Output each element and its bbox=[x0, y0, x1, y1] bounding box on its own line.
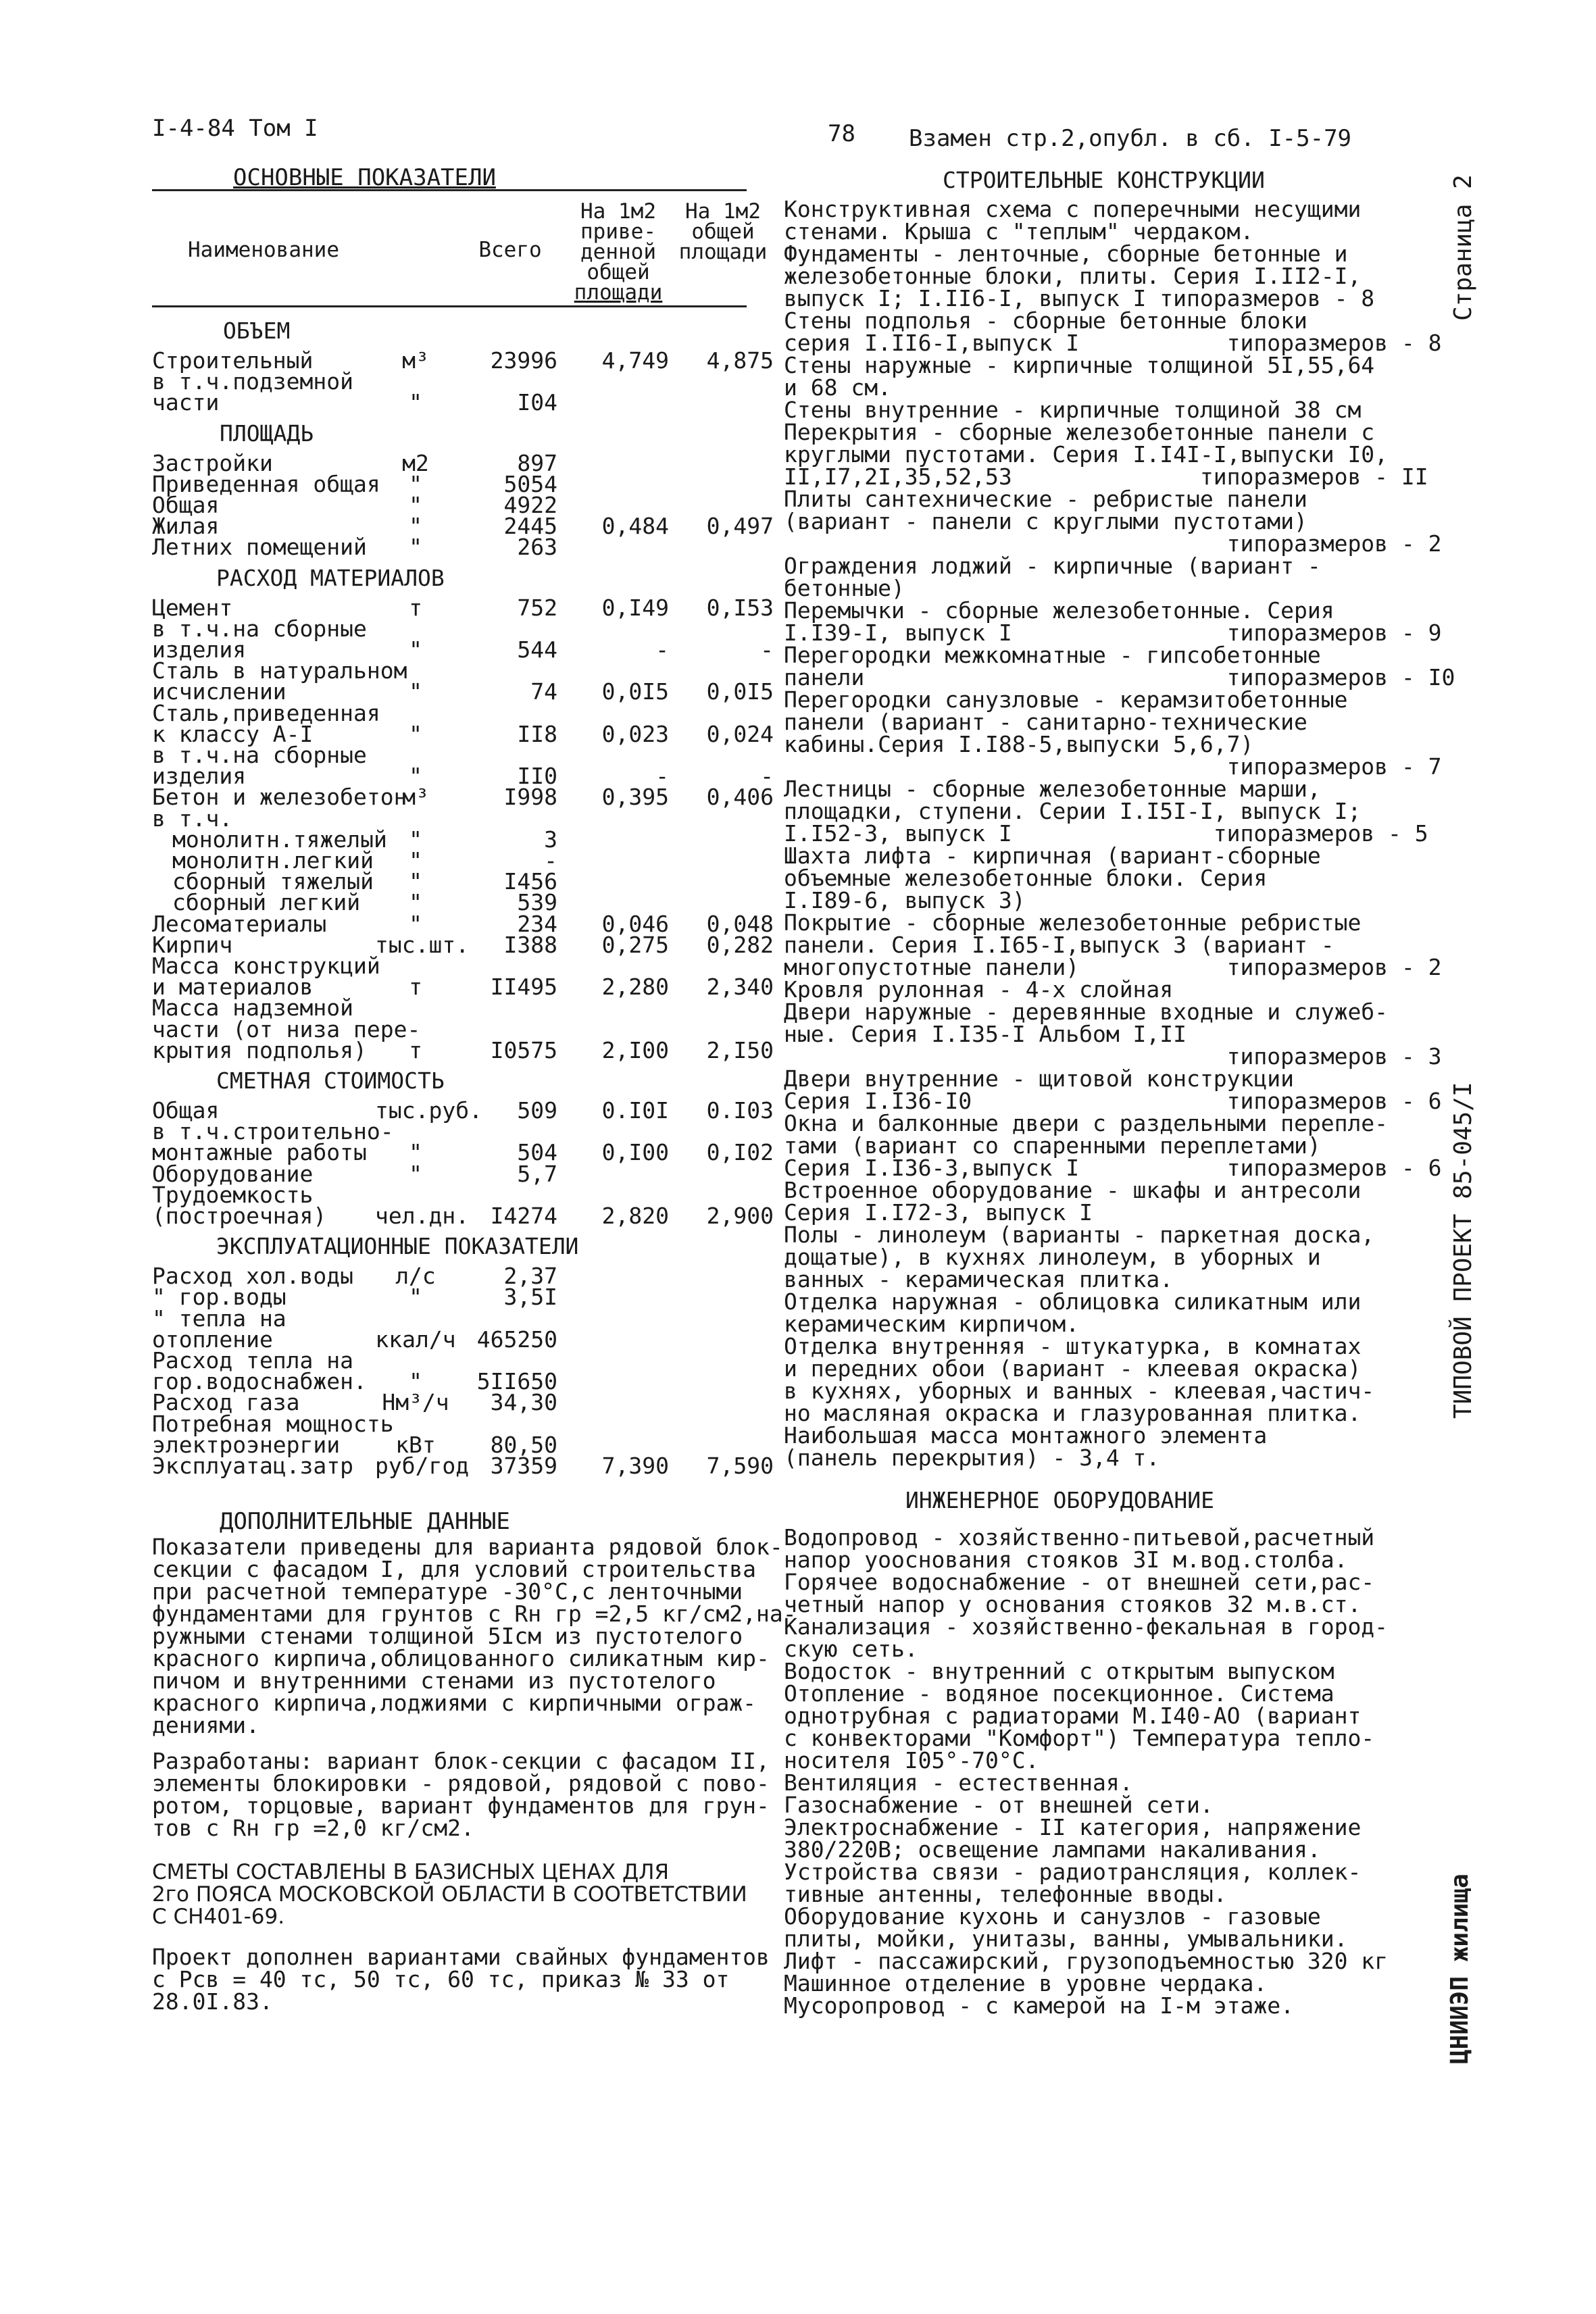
row-total: II8 bbox=[517, 720, 557, 747]
row-per-total-area: 0,I02 bbox=[706, 1139, 774, 1166]
row-name: Застройки bbox=[152, 449, 273, 476]
row-per-total-area: 0,406 bbox=[706, 784, 774, 811]
table-row bbox=[152, 470, 747, 497]
table-row bbox=[152, 784, 774, 811]
row-name: Потребная мощность bbox=[152, 1410, 394, 1437]
table-row bbox=[152, 974, 774, 1001]
extra-paragraph-4: Проект дополнен вариантами свайных фундаментов с Рсв = 40 тс, 50 тс, 60 тс, приказ № 33 от 28.0I.83. bbox=[152, 1944, 770, 2015]
extra-paragraph-2: Разработаны: вариант блок-секции с фасадом II, элементы блокировки - рядовой, рядовой с пово- ротом, торцовые, вариант фундаментов для грун- тов с Rн гр =2,0 кг/см2. bbox=[152, 1748, 770, 1841]
table-row bbox=[152, 513, 774, 540]
row-unit: " bbox=[409, 826, 422, 853]
row-total: 3 bbox=[544, 826, 557, 853]
row-name: монолитн.тяжелый bbox=[172, 826, 387, 853]
row-per-total-area: 2,I50 bbox=[706, 1036, 774, 1063]
row-per-total-area: - bbox=[760, 763, 774, 790]
row-unit: " bbox=[409, 492, 422, 518]
row-per-total-area: 0,282 bbox=[706, 931, 774, 958]
row-per-reduced-area: 2,280 bbox=[601, 974, 669, 1001]
row-total: 752 bbox=[517, 594, 557, 621]
row-total: 34,30 bbox=[490, 1389, 557, 1416]
row-name: монолитн.легкий bbox=[172, 847, 374, 874]
extra-paragraph-1: Показатели приведены для варианта рядовой блок- секции с фасадом I, для условий строительства при расчетной температуре -30°С,с ленточными фундаментами для грунтов с Rн гр =2,5 кг/см2,на- ружными стенами толщиной 5Iсм из пустотелого красного кирпича,облицованного силикатным кир- пичом и внутренними стенами из пустотелого красного кирпича,лоджиями с кирпичными ограж- дениями. bbox=[152, 1534, 797, 1738]
table-row bbox=[152, 1326, 747, 1353]
row-name: в т.ч.строительно- bbox=[152, 1118, 394, 1145]
row-name: Строительный bbox=[152, 347, 314, 374]
row-total: 897 bbox=[517, 449, 557, 476]
replaces-note: Взамен стр.2,опубл. в сб. I-5-79 bbox=[909, 125, 1352, 152]
row-unit: " bbox=[409, 763, 422, 790]
row-unit: т bbox=[409, 1036, 422, 1063]
series-volume-label: I-4-84 Том I bbox=[152, 115, 318, 142]
row-name: части bbox=[152, 389, 220, 416]
row-total: 234 bbox=[517, 910, 557, 937]
row-unit: " bbox=[409, 636, 422, 663]
row-name: сборный тяжелый bbox=[172, 868, 374, 895]
table-row bbox=[152, 368, 747, 395]
row-total: 5,7 bbox=[517, 1160, 557, 1187]
row-total: I0575 bbox=[490, 1036, 557, 1063]
row-total: 4922 bbox=[503, 492, 557, 518]
structures-text: Конструктивная схема с поперечными несущими стенами. Крыша с "теплым" чердаком. Фундаменты - ленточные, сборные бетонные и железобетонные блоки, плиты. Серия I.II2-I, выпуск I; I.II6-I, выпуск I типоразмеров - 8 Стены подполья - сборные бетонные блоки серия I.II6-I,выпуск I типоразмеров - 8 Стены наружные - кирпичные толщиной 5I,55,64 и 68 см. Стены внутренние - кирпичные толщиной 38 см Перекрытия - сборные железобетонные панели с круглыми пустотами. Серия I.I4I-I,выпуски I0, II,I7,2I,35,52,53 типоразмеров - II Плиты сантехнические - ребристые панели (вариант - панели с круглыми пустотами) типоразмеров - 2 Ограждения лоджий - кирпичные (вариант - бетонные) Перемычки - сборные железобетонные. Серия I.I39-I, выпуск I типоразмеров - 9 Перегородки межкомнатные - гипсобетонные панели типоразмеров - I0 Перегородки санузловые - керамзитобетонные панели (вариант - санитарно-технические кабины.Серия I.I88-5,выпуски 5,6,7) типоразмеров - 7 Лестницы - сборные железобетонные марши, площадки, ступени. Серии I.I5I-I, выпуск I; I.I52-3, выпуск I типоразмеров - 5 Шахта лифта - кирпичная (вариант-сборные объемные железобетонные блоки. Серия I.I89-6, выпуск 3) Покрытие - сборные железобетонные ребристые панели. Серия I.I65-I,выпуск 3 (вариант - многопустотные панели) типоразмеров - 2 Кровля рулонная - 4-х слойная Двери наружные - деревянные входные и служеб- ные. Серия I.I35-I Альбом I,II типоразмеров - 3 Двери внутренние - щитовой конструкции Серия I.I36-I0 типоразмеров - 6 Окна и балконные двери с раздельными перепле- тами (вариант со спаренными переплетами) Серия I.I36-3,выпуск I типоразмеров - 6 Встроенное оборудование - шкафы и антресоли Серия I.I72-3, выпуск I Полы - линолеум (варианты - паркетная доска, дощатые), в кухнях линолеум, в уборных и ванных - керамическая плитка. Отделка наружная - облицовка силикатным или керамическим кирпичом. Отделка внутренняя - штукатурка, в комнатах и передних обои (вариант - клеевая окраска) в кухнях, уборных и ванных - клеевая,частич- но масляная окраска и глазурованная плитка. Наибольшая масса монтажного элемента (панель перекрытия) - 3,4 т. bbox=[784, 196, 1455, 1471]
col-header-per-reduced: На 1м2 приве- денной общей площади bbox=[574, 199, 663, 305]
row-unit: " bbox=[409, 1160, 422, 1187]
row-unit: руб/год bbox=[375, 1453, 470, 1479]
row-unit: " bbox=[409, 678, 422, 705]
table-row bbox=[152, 534, 747, 561]
row-name: исчислении bbox=[152, 678, 286, 705]
row-per-total-area: 4,875 bbox=[706, 347, 774, 374]
table-row bbox=[152, 1389, 747, 1416]
row-total: I4274 bbox=[490, 1203, 557, 1229]
page-label-vertical: Страница 2 bbox=[1449, 174, 1477, 321]
row-per-total-area: 0,497 bbox=[706, 513, 774, 540]
row-unit: м³ bbox=[402, 784, 429, 811]
row-per-total-area: 2,340 bbox=[706, 974, 774, 1001]
row-total: I456 bbox=[503, 868, 557, 895]
row-name: Кирпич bbox=[152, 931, 233, 958]
row-name: (построечная) bbox=[152, 1203, 327, 1229]
row-name: Масса конструкций bbox=[152, 953, 380, 979]
table-row bbox=[152, 449, 747, 476]
table-row bbox=[152, 847, 747, 874]
row-unit: " bbox=[409, 1139, 422, 1166]
row-total: II495 bbox=[490, 974, 557, 1001]
row-per-reduced-area: 0,0I5 bbox=[601, 678, 669, 705]
row-per-total-area: 0,048 bbox=[706, 910, 774, 937]
row-per-reduced-area: 0,395 bbox=[601, 784, 669, 811]
table-row bbox=[152, 1118, 747, 1145]
table-row bbox=[152, 657, 747, 684]
row-total: II0 bbox=[517, 763, 557, 790]
table-row bbox=[152, 1139, 774, 1166]
row-name: изделия bbox=[152, 636, 247, 663]
row-name: сборный легкий bbox=[172, 889, 361, 916]
row-per-reduced-area: 0,I49 bbox=[601, 594, 669, 621]
row-total: 2,37 bbox=[503, 1263, 557, 1290]
table-row bbox=[152, 594, 774, 621]
project-label-vertical: ТИПОВОЙ ПРОЕКТ 85-045/I bbox=[1449, 1082, 1477, 1419]
section-title: ЭКСПЛУАТАЦИОННЫЕ ПОКАЗАТЕЛИ bbox=[216, 1233, 579, 1260]
row-name: Расход тепла на bbox=[152, 1347, 354, 1374]
table-row bbox=[152, 995, 747, 1022]
row-name: Цемент bbox=[152, 594, 233, 621]
row-unit: " bbox=[409, 534, 422, 561]
row-per-total-area: 2,900 bbox=[706, 1203, 774, 1229]
row-total: 23996 bbox=[490, 347, 557, 374]
table-row bbox=[152, 1284, 747, 1311]
row-name: Сталь в натуральном bbox=[152, 657, 407, 684]
table-row bbox=[152, 1036, 774, 1063]
table-row bbox=[152, 763, 774, 790]
row-total: I04 bbox=[517, 389, 557, 416]
row-per-reduced-area: 0,484 bbox=[601, 513, 669, 540]
row-unit: ккал/ч bbox=[375, 1326, 456, 1353]
row-per-total-area: 0,I53 bbox=[706, 594, 774, 621]
section-title: РАСХОД МАТЕРИАЛОВ bbox=[216, 564, 445, 591]
row-total: 74 bbox=[530, 678, 557, 705]
row-unit: чел.дн. bbox=[375, 1203, 470, 1229]
row-per-reduced-area: 4,749 bbox=[601, 347, 669, 374]
row-per-reduced-area: 0,275 bbox=[601, 931, 669, 958]
row-per-reduced-area: 7,390 bbox=[601, 1453, 669, 1479]
row-total: I998 bbox=[503, 784, 557, 811]
row-unit: " bbox=[409, 470, 422, 497]
table-row bbox=[152, 1263, 747, 1290]
row-name: и материалов bbox=[152, 974, 314, 1001]
table-row bbox=[152, 742, 747, 768]
row-name: монтажные работы bbox=[152, 1139, 367, 1166]
row-per-reduced-area: 0,046 bbox=[601, 910, 669, 937]
row-unit: " bbox=[409, 889, 422, 916]
row-name: к классу А-I bbox=[152, 720, 314, 747]
table-row bbox=[152, 636, 774, 663]
right-column bbox=[784, 167, 1455, 2019]
structures-title: СТРОИТЕЛЬНЫЕ КОНСТРУКЦИИ bbox=[943, 167, 1265, 193]
table-row bbox=[152, 1368, 747, 1395]
row-unit: м³ bbox=[402, 347, 429, 374]
row-name: " тепла на bbox=[152, 1305, 286, 1332]
table-row bbox=[152, 1160, 747, 1187]
table-row bbox=[152, 720, 774, 747]
table-row bbox=[152, 1097, 774, 1124]
row-unit: т bbox=[409, 594, 422, 621]
row-total: 544 bbox=[517, 636, 557, 663]
row-name: Общая bbox=[152, 1097, 220, 1124]
row-unit: л/с bbox=[395, 1263, 436, 1290]
row-name: Расход хол.воды bbox=[152, 1263, 354, 1290]
org-label-vertical: ЦНИИЭП жилища bbox=[1446, 1873, 1474, 2064]
table-row bbox=[152, 889, 747, 916]
row-unit: " bbox=[409, 847, 422, 874]
table-row bbox=[152, 1203, 774, 1229]
extra-paragraph-3: СМЕТЫ СОСТАВЛЕНЫ В БАЗИСНЫХ ЦЕНАХ ДЛЯ 2го ПОЯСА МОСКОВСКОЙ ОБЛАСТИ В СООТВЕТСТВИИ С СН401-69. bbox=[152, 1860, 747, 1929]
row-per-total-area: 0,024 bbox=[706, 720, 774, 747]
row-total: I388 bbox=[503, 931, 557, 958]
row-name: Масса надземной bbox=[152, 995, 354, 1022]
row-unit: " bbox=[409, 1368, 422, 1395]
row-total: 80,50 bbox=[490, 1431, 557, 1458]
table-row bbox=[152, 1015, 747, 1042]
row-name: Жилая bbox=[152, 513, 220, 540]
row-per-reduced-area: - bbox=[655, 636, 669, 663]
row-name: гор.водоснабжен. bbox=[152, 1368, 367, 1395]
table-row bbox=[152, 1181, 747, 1208]
row-per-total-area: - bbox=[760, 636, 774, 663]
row-total: 37359 bbox=[490, 1453, 557, 1479]
table-row bbox=[152, 1431, 747, 1458]
col-header-per-total: На 1м2 общей площади bbox=[678, 199, 768, 264]
col-header-name: Наименование bbox=[188, 238, 339, 262]
row-per-reduced-area: 2,820 bbox=[601, 1203, 669, 1229]
table-row bbox=[152, 826, 747, 853]
row-per-reduced-area: 0,023 bbox=[601, 720, 669, 747]
table-row bbox=[152, 805, 747, 832]
row-total: - bbox=[544, 847, 557, 874]
table-row bbox=[152, 931, 774, 958]
row-per-total-area: 0.I03 bbox=[706, 1097, 774, 1124]
row-unit: кВт bbox=[395, 1431, 436, 1458]
row-unit: тыс.руб. bbox=[375, 1097, 482, 1124]
row-total: 5054 bbox=[503, 470, 557, 497]
row-name: Бетон и железобетон bbox=[152, 784, 407, 811]
table-row bbox=[152, 678, 774, 705]
row-per-reduced-area: 2,I00 bbox=[601, 1036, 669, 1063]
row-name: части (от низа пере- bbox=[152, 1015, 421, 1042]
row-unit: м2 bbox=[402, 449, 429, 476]
row-unit: Нм³/ч bbox=[382, 1389, 449, 1416]
row-name: Оборудование bbox=[152, 1160, 314, 1187]
section-title: ПЛОЩАДЬ bbox=[220, 420, 314, 447]
row-name: Сталь,приведенная bbox=[152, 699, 380, 726]
row-total: 3,5I bbox=[503, 1284, 557, 1311]
row-name: отопление bbox=[152, 1326, 273, 1353]
row-total: 2445 bbox=[503, 513, 557, 540]
table-row bbox=[152, 1347, 747, 1374]
row-unit: " bbox=[409, 910, 422, 937]
row-per-total-area: 7,590 bbox=[706, 1453, 774, 1479]
row-unit: т bbox=[409, 974, 422, 1001]
row-unit: тыс.шт. bbox=[375, 931, 470, 958]
row-unit: " bbox=[409, 1284, 422, 1311]
table-row bbox=[152, 1305, 747, 1332]
table-row bbox=[152, 347, 774, 374]
row-name: в т.ч.подземной bbox=[152, 368, 354, 395]
page-number: 78 bbox=[828, 120, 855, 147]
engineering-text: Водопровод - хозяйственно-питьевой,расчетный напор уооснования стояков 3I м.вод.столба. Горячее водоснабжение - от внешней сети,рас- четный напор у основания стояков 32 м.в.ст. Канализация - хозяйственно-фекальная в город- скую сеть. Водосток - внутренний с открытым выпуском Отопление - водяное посекционное. Система однотрубная с радиаторами М.I40-АО (вариант с конвекторами "Комфорт") Температура тепло- носителя I05°-70°С. Вентиляция - естественная. Газоснабжение - от внешней сети. Электроснабжение - II категория, напряжение 380/220В; освещение лампами накаливания. Устройства связи - радиотрансляция, коллек- тивные антенны, телефонные вводы. Оборудование кухонь и санузлов - газовые плиты, мойки, унитазы, ванны, умывальники. Лифт - пассажирский, грузоподъемностью 320 кг Машинное отделение в уровне чердака. Мусоропровод - с камерой на I-м этаже. bbox=[784, 1524, 1389, 2019]
row-name: в т.ч.на сборные bbox=[152, 615, 367, 642]
row-unit: " bbox=[409, 868, 422, 895]
row-name: изделия bbox=[152, 763, 247, 790]
row-name: Эксплуатац.затр bbox=[152, 1453, 354, 1479]
row-per-reduced-area: 0.I0I bbox=[601, 1097, 669, 1124]
row-unit: " bbox=[409, 513, 422, 540]
section-title: ОБЪЕМ bbox=[223, 318, 291, 344]
row-total: 509 bbox=[517, 1097, 557, 1124]
row-name: крытия подполья) bbox=[152, 1036, 367, 1063]
table-row bbox=[152, 1453, 774, 1479]
table-row bbox=[152, 699, 747, 726]
table-row bbox=[152, 1410, 747, 1437]
table-row bbox=[152, 910, 774, 937]
row-total: 539 bbox=[517, 889, 557, 916]
row-unit: " bbox=[409, 389, 422, 416]
row-unit: " bbox=[409, 720, 422, 747]
table-row bbox=[152, 389, 747, 416]
row-name: Трудоемкость bbox=[152, 1181, 314, 1208]
row-total: 263 bbox=[517, 534, 557, 561]
table-row bbox=[152, 492, 747, 518]
row-name: в т.ч.на сборные bbox=[152, 742, 367, 768]
section-title: СМЕТНАЯ СТОИМОСТЬ bbox=[216, 1067, 445, 1094]
row-name: Лесоматериалы bbox=[152, 910, 327, 937]
main-indicators-title: ОСНОВНЫЕ ПОКАЗАТЕЛИ bbox=[233, 164, 496, 191]
row-name: Приведенная общая bbox=[152, 470, 380, 497]
row-name: в т.ч. bbox=[152, 805, 233, 832]
table-row bbox=[152, 868, 747, 895]
row-total: 465250 bbox=[476, 1326, 557, 1353]
engineering-title: ИНЖЕНЕРНОЕ ОБОРУДОВАНИЕ bbox=[905, 1487, 1214, 1513]
row-per-reduced-area: 0,I00 bbox=[601, 1139, 669, 1166]
table-row bbox=[152, 615, 747, 642]
row-per-total-area: 0,0I5 bbox=[706, 678, 774, 705]
col-header-total: Всего bbox=[478, 238, 542, 262]
table-row bbox=[152, 953, 747, 979]
row-name: " гор.воды bbox=[152, 1284, 286, 1311]
extra-title: ДОПОЛНИТЕЛЬНЫЕ ДАННЫЕ bbox=[220, 1508, 510, 1535]
row-per-reduced-area: - bbox=[655, 763, 669, 790]
row-name: Расход газа bbox=[152, 1389, 300, 1416]
row-name: электроэнергии bbox=[152, 1431, 341, 1458]
row-total: 5II650 bbox=[476, 1368, 557, 1395]
row-name: Летних помещений bbox=[152, 534, 367, 561]
row-name: Общая bbox=[152, 492, 220, 518]
row-total: 504 bbox=[517, 1139, 557, 1166]
